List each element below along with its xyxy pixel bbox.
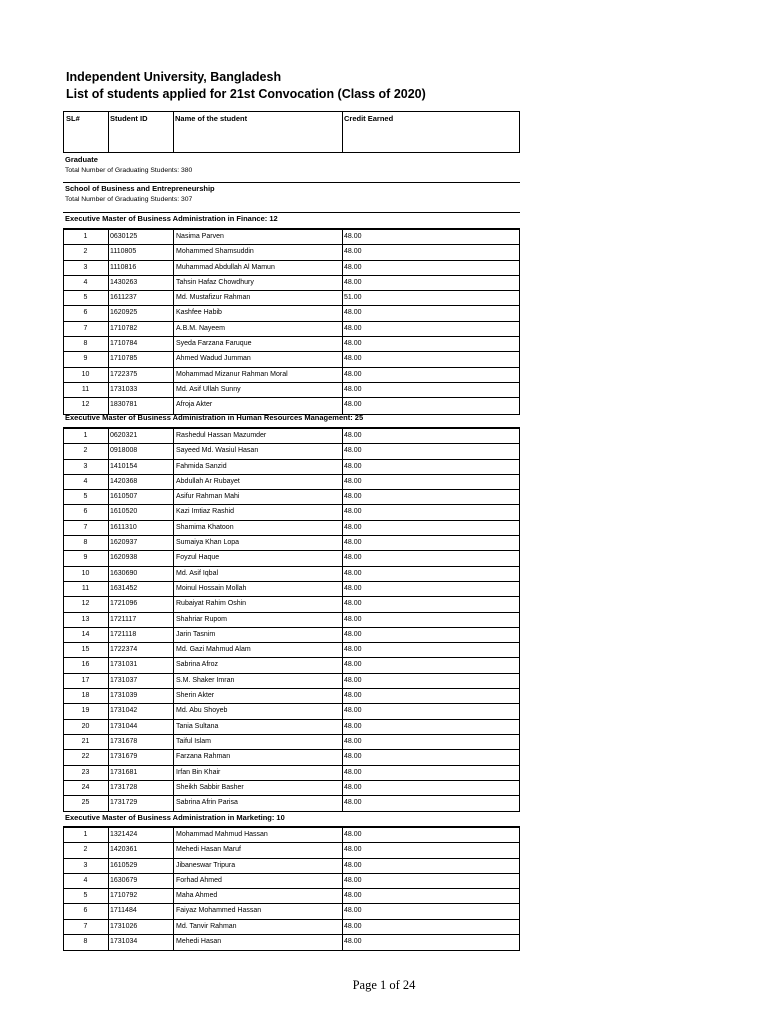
- sl-cell: 10: [81, 569, 90, 577]
- credit-cell: 48.00: [342, 674, 521, 688]
- table-header: [63, 111, 520, 153]
- sl-cell: 8: [83, 340, 88, 348]
- credit-cell: 48.00: [342, 613, 521, 627]
- credit-cell: 48.00: [342, 521, 521, 535]
- table-row: [64, 674, 519, 689]
- table-row: [64, 429, 519, 444]
- table-row: [64, 720, 519, 735]
- table-row: [64, 337, 519, 352]
- table-row: [64, 582, 519, 597]
- student-name-cell: Nasima Parven: [173, 230, 345, 244]
- table-row: [64, 291, 519, 306]
- credit-cell: 48.00: [342, 704, 521, 718]
- program-title-finance: Executive Master of Business Administration in Finance: 12: [63, 214, 520, 229]
- student-name-cell: Syeda Farzana Faruque: [173, 337, 345, 351]
- credit-cell: 48.00: [342, 859, 521, 873]
- table-row: [64, 551, 519, 566]
- student-name-cell: Moinul Hossain Mollah: [173, 582, 345, 596]
- student-id-cell: 1731026: [108, 920, 175, 934]
- section-divider: [63, 182, 520, 183]
- student-name-cell: Jarin Tasnim: [173, 628, 345, 642]
- school-label: School of Business and Entrepreneurship: [65, 184, 215, 193]
- table-row: [64, 781, 519, 796]
- sl-cell: 14: [81, 630, 90, 638]
- student-id-cell: 1731033: [108, 383, 175, 397]
- table-row: [64, 306, 519, 321]
- credit-cell: 48.00: [342, 828, 521, 842]
- student-name-cell: Md. Tanvir Rahman: [173, 920, 345, 934]
- student-id-cell: 1830781: [108, 398, 175, 413]
- student-name-cell: Rashedul Hassan Mazumder: [173, 429, 345, 443]
- sl-cell: 12: [81, 401, 90, 409]
- student-name-cell: S.M. Shaker Imran: [173, 674, 345, 688]
- table-row: [64, 643, 519, 658]
- sl-cell: 8: [83, 938, 88, 946]
- student-id-cell: 1722375: [108, 368, 175, 382]
- document-subtitle: List of students applied for 21st Convocation (Class of 2020): [66, 87, 426, 101]
- sl-cell: 17: [81, 676, 90, 684]
- sl-cell: 5: [83, 892, 88, 900]
- credit-cell: 48.00: [342, 276, 521, 290]
- program-table-hrm: [63, 428, 520, 812]
- table-row: [64, 444, 519, 459]
- student-name-cell: Md. Abu Shoyeb: [173, 704, 345, 718]
- sl-cell: 2: [83, 447, 88, 455]
- student-id-cell: 1731729: [108, 796, 175, 811]
- page-number: Page 1 of 24: [352, 978, 416, 992]
- student-name-cell: Sherin Akter: [173, 689, 345, 703]
- student-name-cell: Afroja Akter: [173, 398, 345, 413]
- table-row: [64, 490, 519, 505]
- header-name: Name of the student: [175, 114, 248, 123]
- student-name-cell: Foyzul Haque: [173, 551, 345, 565]
- student-id-cell: 1631452: [108, 582, 175, 596]
- credit-cell: 48.00: [342, 658, 521, 672]
- sl-cell: 3: [83, 462, 88, 470]
- table-row: [64, 859, 519, 874]
- student-id-cell: 1731031: [108, 658, 175, 672]
- table-row: [64, 613, 519, 628]
- student-name-cell: Faiyaz Mohammed Hassan: [173, 904, 345, 918]
- credit-cell: 48.00: [342, 460, 521, 474]
- graduate-section: [63, 155, 520, 174]
- student-name-cell: Mehedi Hasan: [173, 935, 345, 950]
- table-row: [64, 521, 519, 536]
- credit-cell: 48.00: [342, 536, 521, 550]
- student-name-cell: Mohammed Shamsuddin: [173, 245, 345, 259]
- sl-cell: 23: [81, 768, 90, 776]
- credit-cell: 48.00: [342, 337, 521, 351]
- student-id-cell: 1630679: [108, 874, 175, 888]
- table-row: [64, 398, 519, 413]
- student-name-cell: Jibaneswar Tripura: [173, 859, 345, 873]
- sl-cell: 15: [81, 646, 90, 654]
- credit-cell: 48.00: [342, 398, 521, 413]
- student-id-cell: 1611237: [108, 291, 175, 305]
- table-row: [64, 352, 519, 367]
- credit-cell: 48.00: [342, 735, 521, 749]
- student-name-cell: Muhammad Abdullah Al Mamun: [173, 261, 345, 275]
- student-name-cell: Rubaiyat Rahim Oshin: [173, 597, 345, 611]
- sl-cell: 6: [83, 907, 88, 915]
- table-row: [64, 475, 519, 490]
- sl-cell: 9: [83, 554, 88, 562]
- table-row: [64, 689, 519, 704]
- school-section: [63, 184, 520, 203]
- credit-cell: 48.00: [342, 874, 521, 888]
- sl-cell: 21: [81, 737, 90, 745]
- program-title-hrm: Executive Master of Business Administration in Human Resources Management: 25: [63, 413, 520, 428]
- table-row: [64, 796, 519, 811]
- table-row: [64, 658, 519, 673]
- student-name-cell: Fahmida Sanzid: [173, 460, 345, 474]
- student-name-cell: Mohammad Mahmud Hassan: [173, 828, 345, 842]
- header-sl: SL#: [66, 114, 80, 123]
- student-id-cell: 1610529: [108, 859, 175, 873]
- student-id-cell: 1710782: [108, 322, 175, 336]
- sl-cell: 13: [81, 615, 90, 623]
- student-id-cell: 1710785: [108, 352, 175, 366]
- student-id-cell: 1731681: [108, 766, 175, 780]
- credit-cell: 48.00: [342, 597, 521, 611]
- sl-cell: 4: [83, 477, 88, 485]
- student-name-cell: Abdullah Ar Rubayet: [173, 475, 345, 489]
- header-student-id: Student ID: [110, 114, 148, 123]
- student-id-cell: 1722374: [108, 643, 175, 657]
- credit-cell: 48.00: [342, 505, 521, 519]
- credit-cell: 48.00: [342, 444, 521, 458]
- student-name-cell: Md. Asif Ullah Sunny: [173, 383, 345, 397]
- credit-cell: 48.00: [342, 889, 521, 903]
- table-row: [64, 935, 519, 950]
- sl-cell: 2: [83, 248, 88, 256]
- student-name-cell: Md. Mustafizur Rahman: [173, 291, 345, 305]
- sl-cell: 6: [83, 508, 88, 516]
- sl-cell: 7: [83, 922, 88, 930]
- sl-cell: 20: [81, 722, 90, 730]
- table-row: [64, 567, 519, 582]
- student-id-cell: 1620937: [108, 536, 175, 550]
- sl-cell: 12: [81, 600, 90, 608]
- table-row: [64, 322, 519, 337]
- table-row: [64, 750, 519, 765]
- student-id-cell: 1721117: [108, 613, 175, 627]
- sl-cell: 16: [81, 661, 90, 669]
- credit-cell: 48.00: [342, 720, 521, 734]
- student-id-cell: 1420368: [108, 475, 175, 489]
- student-id-cell: 1610507: [108, 490, 175, 504]
- sl-cell: 22: [81, 753, 90, 761]
- sl-cell: 5: [83, 294, 88, 302]
- student-name-cell: Sabrina Afroz: [173, 658, 345, 672]
- school-total: Total Number of Graduating Students: 307: [65, 196, 193, 203]
- table-row: [64, 261, 519, 276]
- student-id-cell: 1710784: [108, 337, 175, 351]
- student-id-cell: 1610520: [108, 505, 175, 519]
- student-name-cell: Tahsin Hafaz Chowdhury: [173, 276, 345, 290]
- sl-cell: 19: [81, 707, 90, 715]
- table-row: [64, 735, 519, 750]
- university-title: Independent University, Bangladesh: [66, 70, 282, 84]
- student-name-cell: Irfan Bin Khair: [173, 766, 345, 780]
- student-id-cell: 1710792: [108, 889, 175, 903]
- table-row: [64, 920, 519, 935]
- student-id-cell: 1731044: [108, 720, 175, 734]
- credit-cell: 48.00: [342, 935, 521, 950]
- credit-cell: 48.00: [342, 628, 521, 642]
- sl-cell: 4: [83, 876, 88, 884]
- student-id-cell: 1420361: [108, 843, 175, 857]
- credit-cell: 48.00: [342, 781, 521, 795]
- section-divider: [63, 212, 520, 213]
- student-name-cell: Shahriar Rupom: [173, 613, 345, 627]
- credit-cell: 51.00: [342, 291, 521, 305]
- table-row: [64, 460, 519, 475]
- student-id-cell: 0630125: [108, 230, 175, 244]
- student-name-cell: Farzana Rahman: [173, 750, 345, 764]
- student-id-cell: 1721096: [108, 597, 175, 611]
- credit-cell: 48.00: [342, 904, 521, 918]
- program-table-finance: [63, 229, 520, 415]
- sl-cell: 18: [81, 692, 90, 700]
- student-id-cell: 1731037: [108, 674, 175, 688]
- student-name-cell: Kazi Imtiaz Rashid: [173, 505, 345, 519]
- credit-cell: 48.00: [342, 843, 521, 857]
- credit-cell: 48.00: [342, 352, 521, 366]
- table-row: [64, 368, 519, 383]
- student-name-cell: Shamima Khatoon: [173, 521, 345, 535]
- credit-cell: 48.00: [342, 383, 521, 397]
- graduate-total: Total Number of Graduating Students: 380: [65, 167, 193, 174]
- table-row: [64, 628, 519, 643]
- credit-cell: 48.00: [342, 689, 521, 703]
- sl-cell: 8: [83, 539, 88, 547]
- credit-cell: 48.00: [342, 643, 521, 657]
- program-title-marketing: Executive Master of Business Administration in Marketing: 10: [63, 813, 520, 827]
- student-id-cell: 1731039: [108, 689, 175, 703]
- credit-cell: 48.00: [342, 261, 521, 275]
- student-name-cell: Asifur Rahman Mahi: [173, 490, 345, 504]
- student-name-cell: Maha Ahmed: [173, 889, 345, 903]
- table-row: [64, 874, 519, 889]
- sl-cell: 3: [83, 861, 88, 869]
- student-id-cell: 1410154: [108, 460, 175, 474]
- student-name-cell: Forhad Ahmed: [173, 874, 345, 888]
- credit-cell: 48.00: [342, 551, 521, 565]
- credit-cell: 48.00: [342, 429, 521, 443]
- student-name-cell: Sheikh Sabbir Basher: [173, 781, 345, 795]
- student-id-cell: 0620321: [108, 429, 175, 443]
- table-row: [64, 766, 519, 781]
- sl-cell: 1: [83, 831, 88, 838]
- table-row: [64, 904, 519, 919]
- student-name-cell: Md. Asif Iqbal: [173, 567, 345, 581]
- credit-cell: 48.00: [342, 475, 521, 489]
- student-id-cell: 1110805: [108, 245, 175, 259]
- student-id-cell: 1620925: [108, 306, 175, 320]
- table-row: [64, 843, 519, 858]
- sl-cell: 7: [83, 523, 88, 531]
- student-id-cell: 1110816: [108, 261, 175, 275]
- sl-cell: 24: [81, 783, 90, 791]
- student-name-cell: Kashfee Habib: [173, 306, 345, 320]
- student-name-cell: Tania Sultana: [173, 720, 345, 734]
- credit-cell: 48.00: [342, 750, 521, 764]
- table-row: [64, 383, 519, 398]
- student-id-cell: 1321424: [108, 828, 175, 842]
- credit-cell: 48.00: [342, 920, 521, 934]
- credit-cell: 48.00: [342, 490, 521, 504]
- student-name-cell: Taiful Islam: [173, 735, 345, 749]
- student-id-cell: 1611310: [108, 521, 175, 535]
- credit-cell: 48.00: [342, 796, 521, 811]
- credit-cell: 48.00: [342, 582, 521, 596]
- student-name-cell: A.B.M. Nayeem: [173, 322, 345, 336]
- table-row: [64, 276, 519, 291]
- student-id-cell: 0918008: [108, 444, 175, 458]
- sl-cell: 5: [83, 493, 88, 501]
- table-row: [64, 245, 519, 260]
- graduate-label: Graduate: [65, 155, 98, 164]
- program-table-marketing: [63, 827, 520, 951]
- student-name-cell: Sayeed Md. Wasiul Hasan: [173, 444, 345, 458]
- sl-cell: 4: [83, 278, 88, 286]
- student-name-cell: Md. Gazi Mahmud Alam: [173, 643, 345, 657]
- student-id-cell: 1630690: [108, 567, 175, 581]
- sl-cell: 2: [83, 846, 88, 854]
- credit-cell: 48.00: [342, 567, 521, 581]
- table-row: [64, 704, 519, 719]
- credit-cell: 48.00: [342, 766, 521, 780]
- sl-cell: 7: [83, 324, 88, 332]
- student-id-cell: 1430263: [108, 276, 175, 290]
- student-id-cell: 1711484: [108, 904, 175, 918]
- student-id-cell: 1721118: [108, 628, 175, 642]
- table-row: [64, 505, 519, 520]
- table-row: [64, 889, 519, 904]
- student-name-cell: Mohammad Mizanur Rahman Moral: [173, 368, 345, 382]
- sl-cell: 10: [81, 370, 90, 378]
- sl-cell: 6: [83, 309, 88, 317]
- credit-cell: 48.00: [342, 245, 521, 259]
- student-name-cell: Ahmed Wadud Jumman: [173, 352, 345, 366]
- credit-cell: 48.00: [342, 230, 521, 244]
- credit-cell: 48.00: [342, 306, 521, 320]
- header-credit: Credit Earned: [344, 114, 394, 123]
- credit-cell: 48.00: [342, 368, 521, 382]
- sl-cell: 11: [81, 385, 90, 393]
- table-row: [64, 828, 519, 843]
- student-id-cell: 1620938: [108, 551, 175, 565]
- table-row: [64, 597, 519, 612]
- student-id-cell: 1731728: [108, 781, 175, 795]
- student-id-cell: 1731042: [108, 704, 175, 718]
- sl-cell: 3: [83, 263, 88, 271]
- table-row: [64, 536, 519, 551]
- sl-cell: 25: [81, 799, 90, 807]
- sl-cell: 11: [81, 584, 90, 592]
- sl-cell: 9: [83, 355, 88, 363]
- sl-cell: 1: [83, 233, 88, 240]
- table-row: [64, 230, 519, 245]
- student-id-cell: 1731679: [108, 750, 175, 764]
- student-name-cell: Sabrina Afrin Parisa: [173, 796, 345, 811]
- sl-cell: 1: [83, 432, 88, 439]
- credit-cell: 48.00: [342, 322, 521, 336]
- student-id-cell: 1731034: [108, 935, 175, 950]
- student-name-cell: Mehedi Hasan Maruf: [173, 843, 345, 857]
- student-id-cell: 1731678: [108, 735, 175, 749]
- student-name-cell: Sumaiya Khan Lopa: [173, 536, 345, 550]
